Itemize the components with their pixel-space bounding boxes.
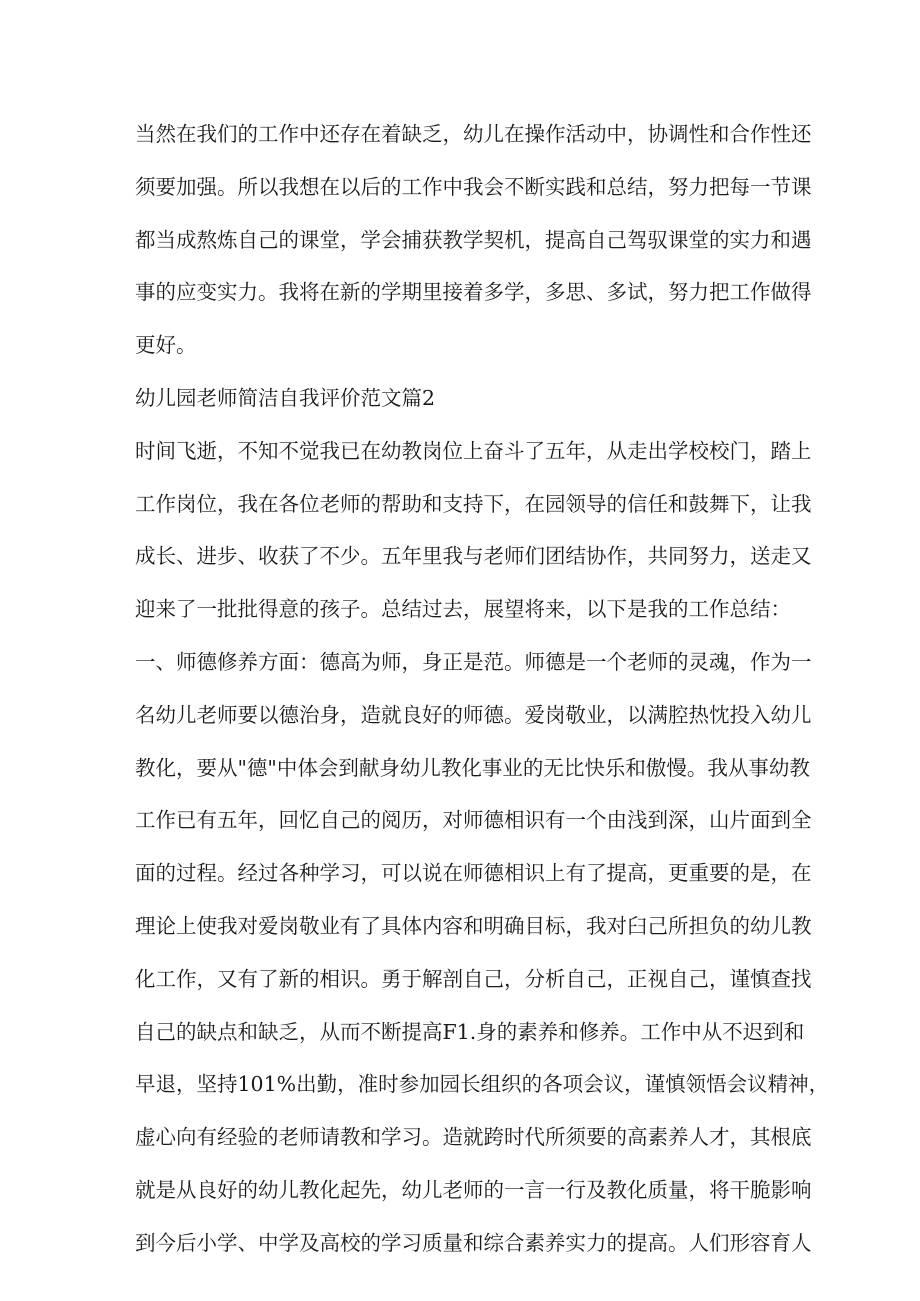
document-body: [135, 108, 830, 1270]
paragraph-line: 一、师德修养方面：德高为师，身正是范。师德是一个老师的灵魂，作为一: [135, 649, 812, 674]
paragraph-line: 都当成熬炼自己的课堂，学会捕获教学契机，提高自己驾驭课堂的实力和遇: [135, 227, 812, 252]
paragraph-line: 自己的缺点和缺乏，从而不断提高F1.身的素养和修养。工作中从不迟到和: [135, 1019, 805, 1044]
paragraph-line: 面的过程。经过各种学习，可以说在师德相识上有了提高，更重要的是，在: [135, 861, 812, 886]
paragraph-line: 事的应变实力。我将在新的学期里接着多学，多思、多试，努力把工作做得: [135, 280, 812, 305]
paragraph-line: 时间飞逝，不知不觉我已在幼教岗位上奋斗了五年，从走出学校校门，踏上: [135, 438, 812, 463]
paragraph-line: 早退，坚持101%出勤，准时参加园长组织的各项会议，谨慎领悟会议精神，: [135, 1072, 830, 1097]
paragraph-line: 理论上使我对爱岗敬业有了具体内容和明确目标，我对臼己所担负的幼儿教: [135, 913, 812, 938]
paragraph-line: 更好。: [135, 333, 197, 358]
section-heading: 幼儿园老师简洁自我评价范文篇2: [135, 385, 436, 410]
paragraph-line: 就是从良好的幼儿教化起先，幼儿老师的一言一行及教化质量，将干脆影响: [135, 1177, 812, 1202]
paragraph-line: 迎来了一批批得意的孩子。总结过去，展望将来，以下是我的工作总结：: [135, 597, 791, 622]
paragraph-line: 名幼儿老师要以德治身，造就良好的师德。爱岗敬业，以满腔热忱投入幼儿: [135, 702, 812, 727]
paragraph-line: 到今后小学、中学及高校的学习质量和综合素养实力的提高。人们形容育人: [135, 1230, 812, 1255]
paragraph-line: 虚心向有经验的老师请教和学习。造就跨时代所须要的高素养人才，其根底: [135, 1125, 812, 1150]
paragraph-line: 工作岗位，我在各位老师的帮助和支持下，在园领导的信任和鼓舞下，让我: [135, 491, 812, 516]
paragraph-line: 成长、进步、收获了不少。五年里我与老师们团结协作，共同努力，送走又: [135, 544, 812, 569]
paragraph-line: 当然在我们的工作中还存在着缺乏，幼儿在操作活动中，协调性和合作性还: [135, 122, 812, 146]
paragraph-line: 教化，要从"德"中体会到献身幼儿教化事业的无比快乐和傲慢。我从事幼教: [135, 755, 810, 780]
paragraph-line: 工作已有五年，回忆自己的阅历，对师德相识有一个由浅到深，山片面到全: [135, 808, 812, 833]
paragraph-line: 化工作，又有了新的相识。勇于解剖自己，分析自己，正视自己，谨慎查找: [135, 966, 812, 991]
paragraph-line: 须要加强。所以我想在以后的工作中我会不断实践和总结，努力把每一节课: [135, 174, 812, 199]
